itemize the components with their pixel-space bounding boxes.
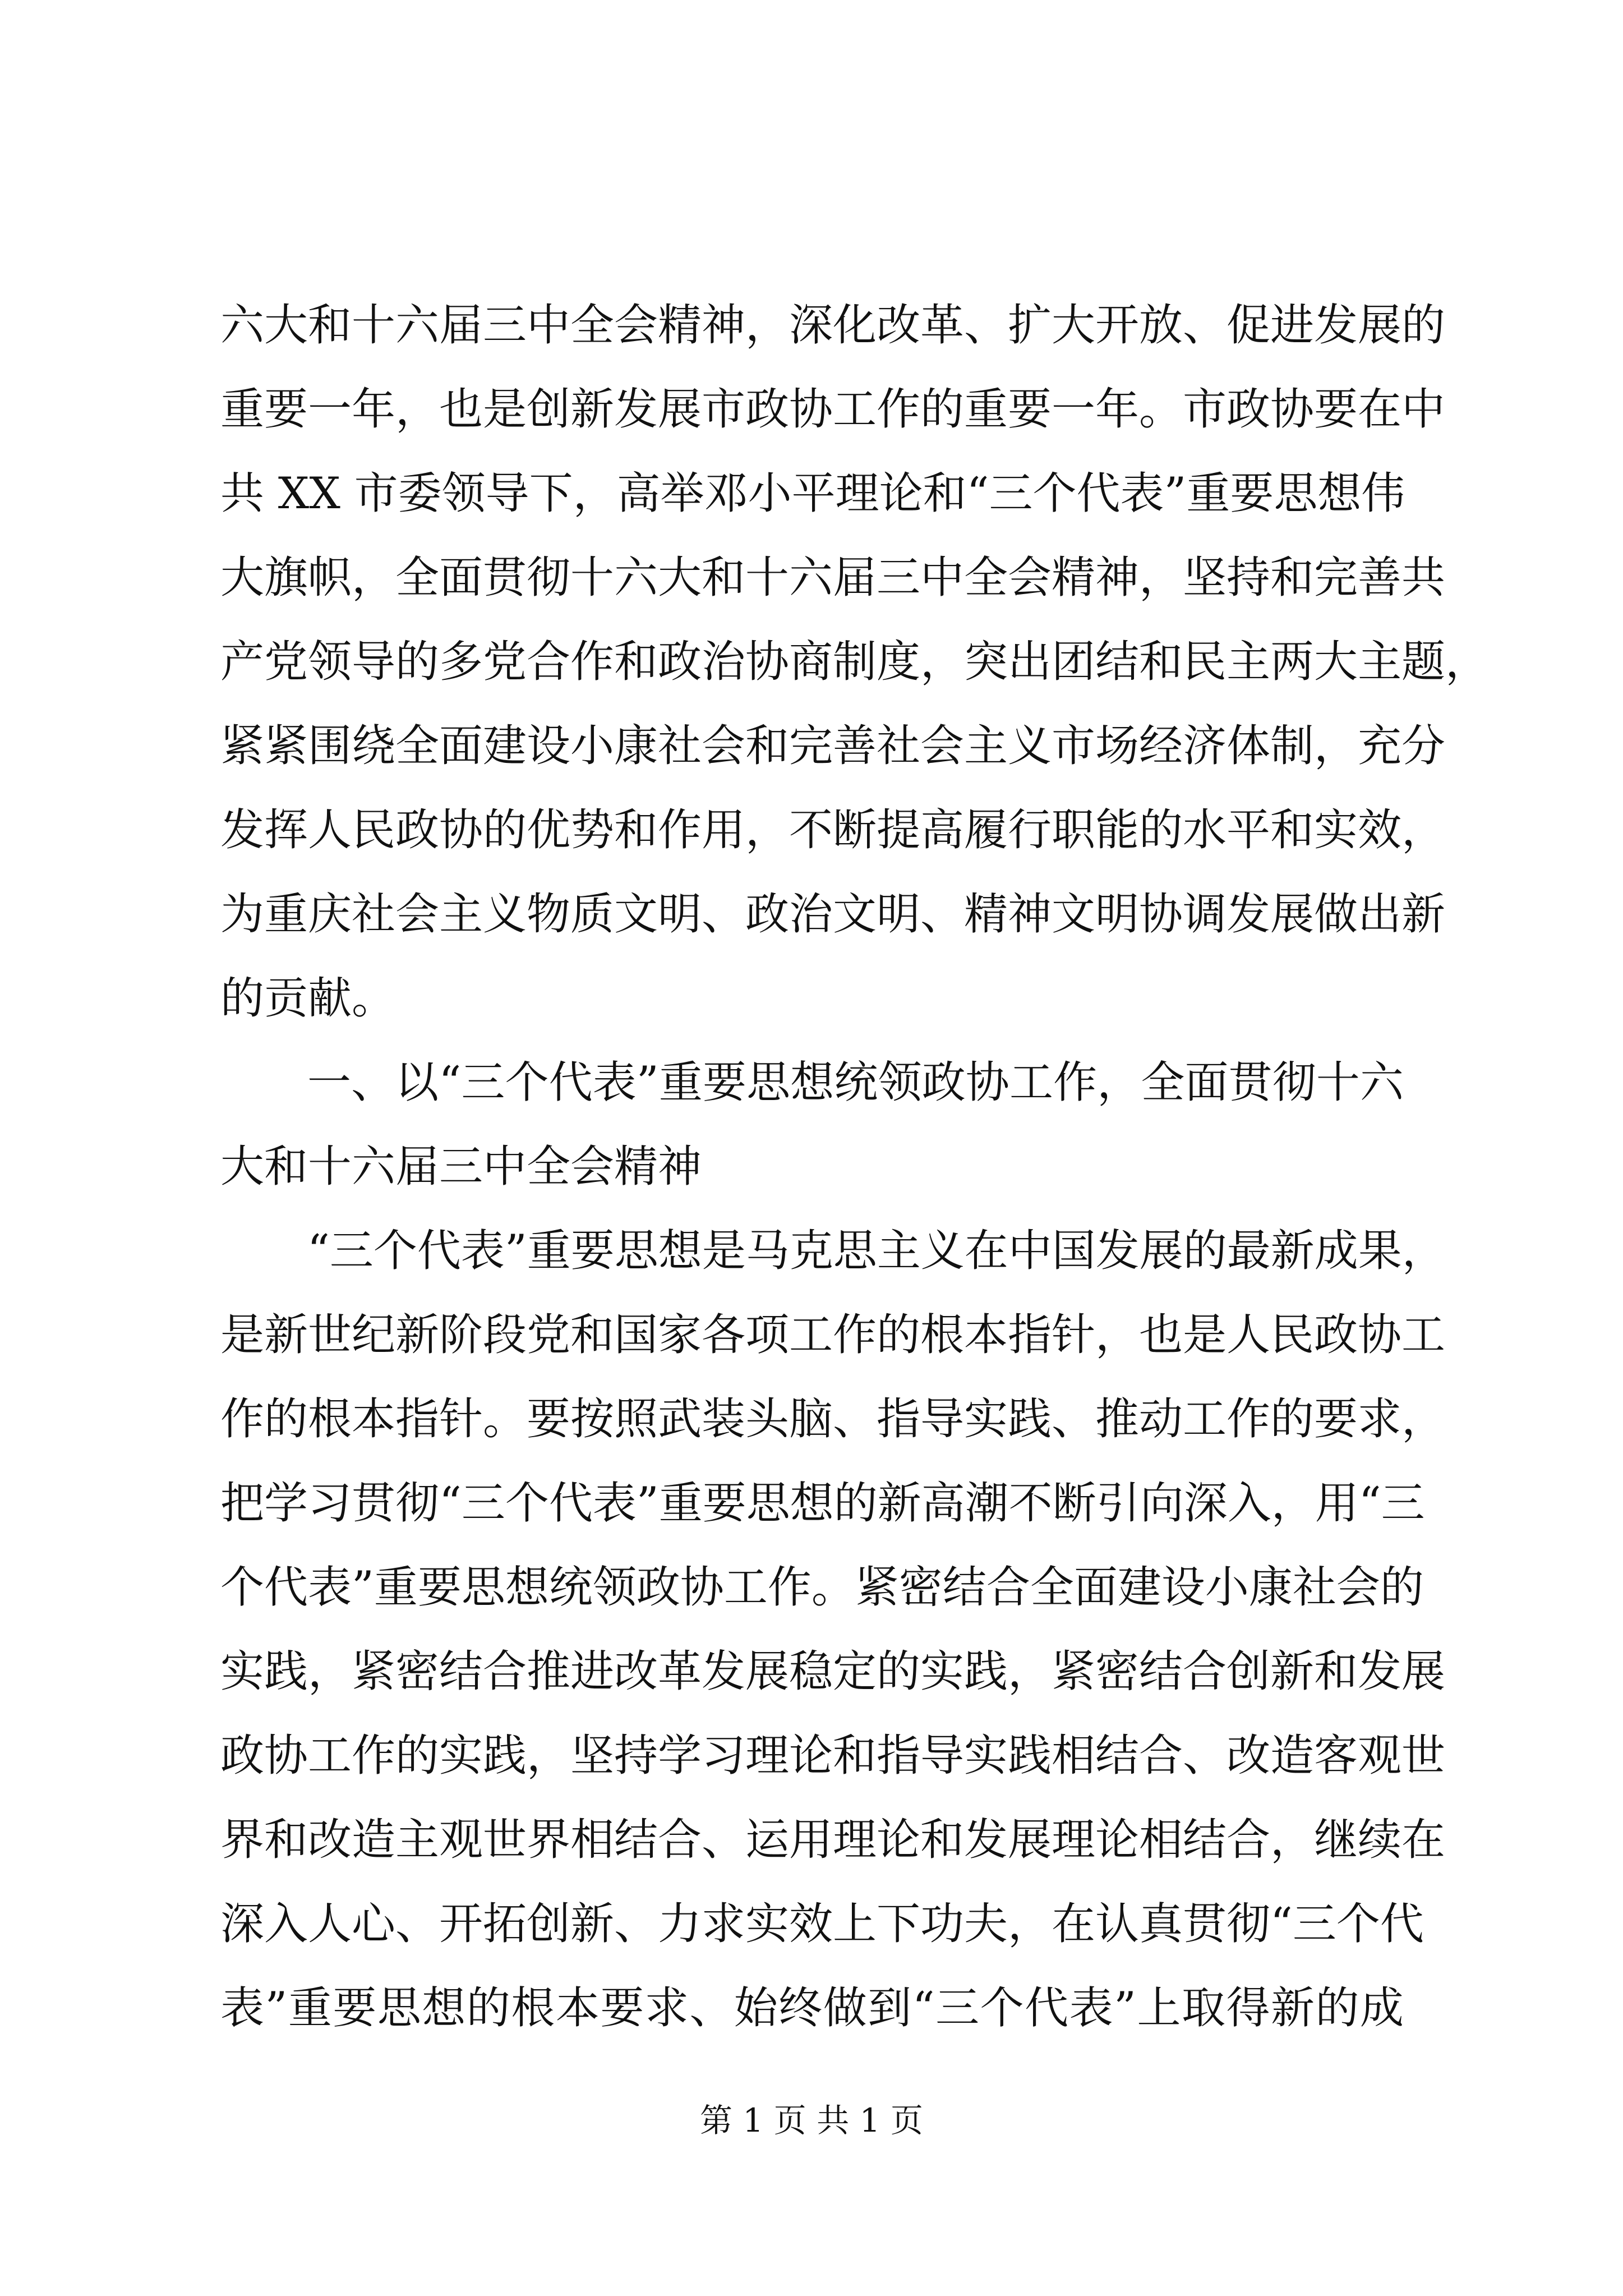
- body-text-line-9: 的贡献。: [220, 973, 396, 1024]
- body-text-line-2: 重要一年，也是创新发展市政协工作的重要一年。市政协要在中: [220, 384, 1446, 435]
- body-text-line-5: 产党领导的多党合作和政治协商制度，突出团结和民主两大主题，: [220, 637, 1490, 687]
- body-text-line-15: 实践，紧密结合推进改革发展稳定的实践，紧密结合创新和发展: [220, 1646, 1446, 1697]
- body-text-line-6: 紧紧围绕全面建设小康社会和完善社会主义市场经济体制，充分: [220, 721, 1446, 771]
- body-text-line-7: 发挥人民政协的优势和作用，不断提高履行职能的水平和实效，: [220, 805, 1446, 855]
- body-text-line-16: 政协工作的实践，坚持学习理论和指导实践相结合、改造客观世: [220, 1731, 1446, 1781]
- body-text-line-19: 表”重要思想的根本要求、始终做到“三个代表”上取得新的成: [220, 1983, 1404, 2033]
- body-text-line-3: 共 XX 市委领导下，高举邓小平理论和“三个代表”重要思想伟: [220, 468, 1405, 519]
- body-text-line-14: 个代表”重要思想统领政协工作。紧密结合全面建设小康社会的: [220, 1562, 1424, 1613]
- body-text-line-17: 界和改造主观世界相结合、运用理论和发展理论相结合，继续在: [220, 1815, 1446, 1865]
- body-text-line-11: 是新世纪新阶段党和国家各项工作的根本指针，也是人民政协工: [220, 1310, 1446, 1360]
- body-text-line-18: 深入人心、开拓创新、力求实效上下功夫，在认真贯彻“三个代: [220, 1899, 1424, 1949]
- body-text-line-10: “三个代表”重要思想是马克思主义在中国发展的最新成果，: [307, 1226, 1446, 1276]
- page-footer: 第 1 页 共 1 页: [700, 2101, 923, 2139]
- body-text-line-12: 作的根本指针。要按照武装头脑、指导实践、推动工作的要求，: [220, 1394, 1446, 1444]
- body-text-line-13: 把学习贯彻“三个代表”重要思想的新高潮不断引向深入，用“三: [220, 1478, 1425, 1529]
- section-heading-line-2: 大和十六届三中全会精神: [220, 1142, 702, 1192]
- body-text-line-8: 为重庆社会主义物质文明、政治文明、精神文明协调发展做出新: [220, 889, 1446, 940]
- body-text-line-1: 六大和十六届三中全会精神，深化改革、扩大开放、促进发展的: [220, 300, 1446, 351]
- section-heading-line-1: 一、以“三个代表”重要思想统领政协工作，全面贯彻十六: [307, 1057, 1404, 1108]
- body-text-line-4: 大旗帜，全面贯彻十六大和十六届三中全会精神，坚持和完善共: [220, 553, 1446, 603]
